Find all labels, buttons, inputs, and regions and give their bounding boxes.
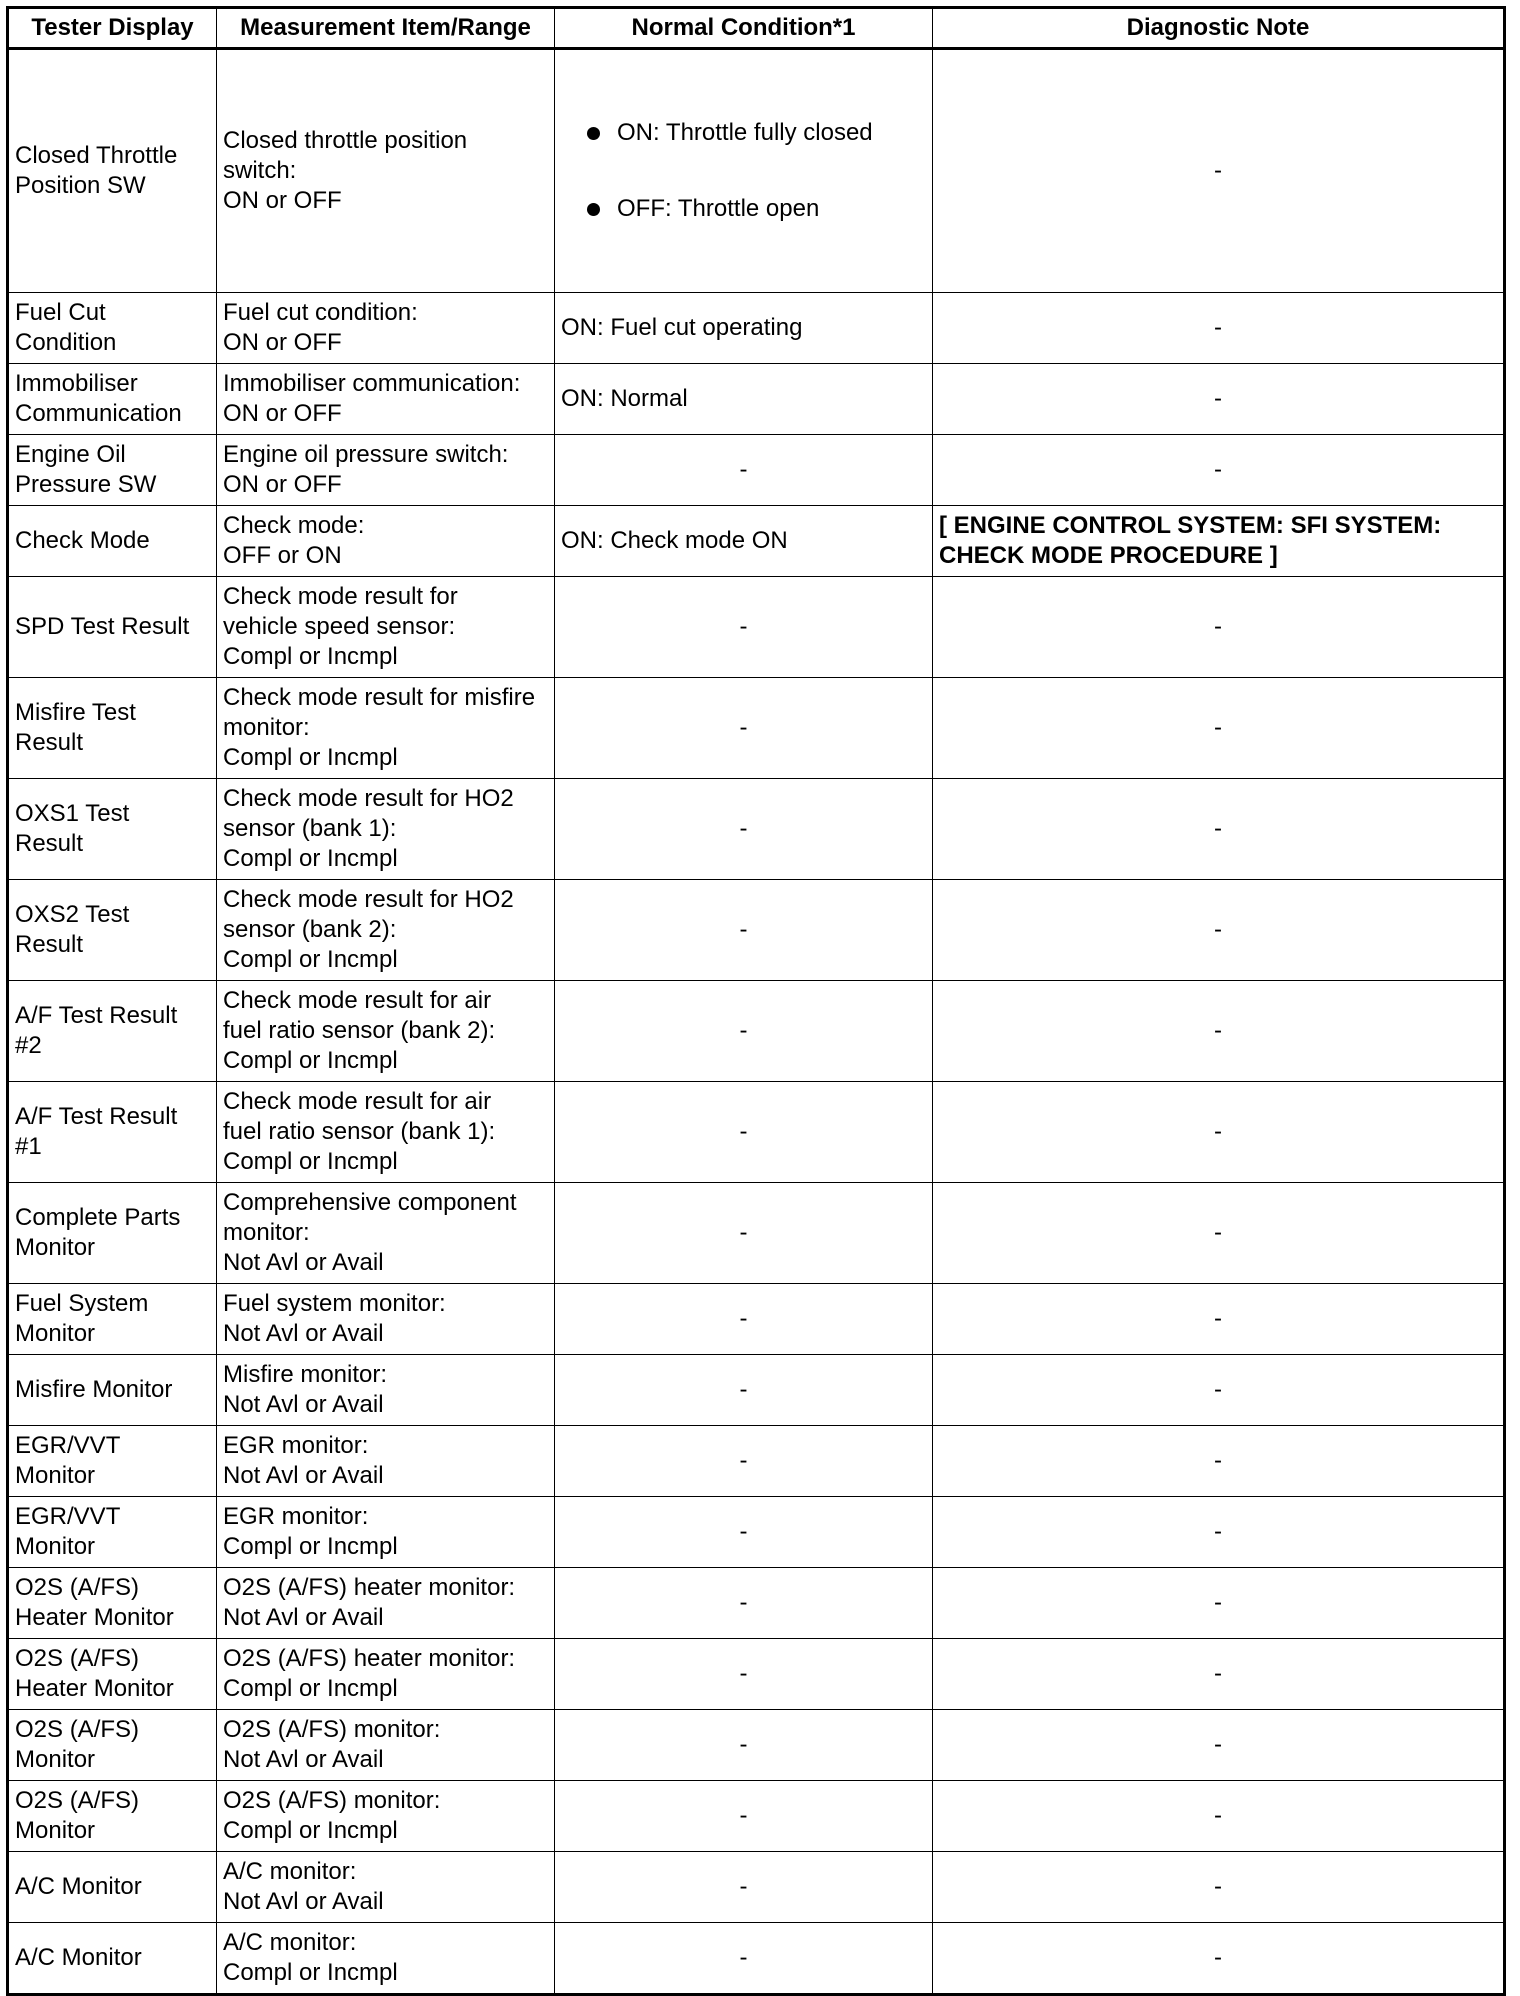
measurement-cell: Check mode result for HO2 sensor (bank 2): Compl or Incmpl [217,880,555,981]
table-row [8,1781,1505,1852]
diagnostic-note-cell: - [933,49,1505,293]
normal-condition-cell: - [555,1923,933,1995]
tester-display-cell: A/C Monitor [8,1852,217,1923]
measurement-cell: Comprehensive component monitor: Not Avl or Avail [217,1183,555,1284]
normal-condition-cell: - [555,1183,933,1284]
measurement-cell: Check mode result for air fuel ratio sensor (bank 1): Compl or Incmpl [217,1082,555,1183]
normal-condition-cell: - [555,678,933,779]
diagnostic-note-cell: - [933,1923,1505,1995]
table-row [8,1497,1505,1568]
diagnostic-note-cell: - [933,1639,1505,1710]
measurement-cell: O2S (A/FS) heater monitor: Not Avl or Avail [217,1568,555,1639]
normal-condition-cell: - [555,1426,933,1497]
list-item: OFF: Throttle open [617,194,926,224]
tester-display-cell: A/F Test Result #1 [8,1082,217,1183]
measurement-cell: Fuel cut condition: ON or OFF [217,293,555,364]
measurement-cell: Immobiliser communication: ON or OFF [217,364,555,435]
measurement-cell: Check mode: OFF or ON [217,506,555,577]
tester-display-cell: Misfire Monitor [8,1355,217,1426]
measurement-cell: Check mode result for vehicle speed sensor: Compl or Incmpl [217,577,555,678]
table-row [8,364,1505,435]
header-normal-condition: Normal Condition*1 [555,8,933,49]
measurement-cell: Check mode result for air fuel ratio sensor (bank 2): Compl or Incmpl [217,981,555,1082]
measurement-cell: Misfire monitor: Not Avl or Avail [217,1355,555,1426]
diagnostic-note-cell: - [933,1710,1505,1781]
measurement-cell: O2S (A/FS) monitor: Compl or Incmpl [217,1781,555,1852]
diagnostic-note-cell: - [933,364,1505,435]
tester-display-cell: O2S (A/FS) Heater Monitor [8,1568,217,1639]
table-row [8,880,1505,981]
tester-display-cell: Complete Parts Monitor [8,1183,217,1284]
normal-condition-cell: - [555,880,933,981]
table-row [8,435,1505,506]
diagnostic-note-cell: - [933,1568,1505,1639]
normal-condition-cell: - [555,1781,933,1852]
table-row [8,577,1505,678]
measurement-cell: Fuel system monitor: Not Avl or Avail [217,1284,555,1355]
tester-display-cell: Fuel System Monitor [8,1284,217,1355]
normal-condition-cell: ON: Check mode ON [555,506,933,577]
measurement-cell: EGR monitor: Not Avl or Avail [217,1426,555,1497]
tester-display-cell: EGR/VVT Monitor [8,1497,217,1568]
diagnostic-note-cell: - [933,1183,1505,1284]
tester-display-cell: Misfire Test Result [8,678,217,779]
tester-display-cell: A/F Test Result #2 [8,981,217,1082]
diagnostic-note-cell: - [933,779,1505,880]
table-row [8,1082,1505,1183]
table-row [8,1183,1505,1284]
normal-condition-cell: - [555,1710,933,1781]
header-diagnostic-note: Diagnostic Note [933,8,1505,49]
measurement-cell: A/C monitor: Not Avl or Avail [217,1852,555,1923]
diagnostic-note-cell: - [933,1284,1505,1355]
table-row [8,1852,1505,1923]
normal-condition-cell: - [555,1568,933,1639]
tester-display-cell: SPD Test Result [8,577,217,678]
measurement-cell: O2S (A/FS) heater monitor: Compl or Incmpl [217,1639,555,1710]
normal-condition-cell: ON: Fuel cut operating [555,293,933,364]
table-row [8,293,1505,364]
tester-display-cell: Engine Oil Pressure SW [8,435,217,506]
normal-condition-cell: - [555,779,933,880]
normal-condition-cell: - [555,435,933,506]
normal-condition-cell: - [555,1355,933,1426]
measurement-cell: Closed throttle position switch: ON or OFF [217,49,555,293]
diagnostic-note-cell: - [933,1781,1505,1852]
diagnostic-note-cell: - [933,1426,1505,1497]
diagnostic-note-cell: - [933,1355,1505,1426]
table-row [8,506,1505,577]
header-measurement: Measurement Item/Range [217,8,555,49]
measurement-cell: EGR monitor: Compl or Incmpl [217,1497,555,1568]
table-row [8,49,1505,293]
tester-display-cell: Fuel Cut Condition [8,293,217,364]
normal-condition-cell: - [555,577,933,678]
normal-condition-cell: - [555,1852,933,1923]
tester-display-cell: O2S (A/FS) Heater Monitor [8,1639,217,1710]
tester-display-cell: Closed Throttle Position SW [8,49,217,293]
tester-display-cell: Check Mode [8,506,217,577]
measurement-cell: Check mode result for HO2 sensor (bank 1): Compl or Incmpl [217,779,555,880]
diagnostic-note-cell: - [933,293,1505,364]
diagnostic-note-cell: - [933,1082,1505,1183]
tester-display-cell: Immobiliser Communication [8,364,217,435]
header-tester-display: Tester Display [8,8,217,49]
measurement-cell: O2S (A/FS) monitor: Not Avl or Avail [217,1710,555,1781]
diagnostic-note-cell: - [933,880,1505,981]
list-item: ON: Throttle fully closed [617,118,926,148]
tester-display-cell: OXS1 Test Result [8,779,217,880]
diagnostic-note-cell: - [933,1852,1505,1923]
normal-condition-cell [555,49,933,293]
tester-data-table [6,6,1506,1996]
table-row [8,981,1505,1082]
normal-condition-cell: - [555,1082,933,1183]
diagnostic-note-cell: - [933,435,1505,506]
table-row [8,1710,1505,1781]
measurement-cell: A/C monitor: Compl or Incmpl [217,1923,555,1995]
tester-display-cell: A/C Monitor [8,1923,217,1995]
tester-display-cell: EGR/VVT Monitor [8,1426,217,1497]
check-mode-procedure-link[interactable]: [ ENGINE CONTROL SYSTEM: SFI SYSTEM: CHECK MODE PROCEDURE ] [933,506,1505,577]
tester-display-cell: OXS2 Test Result [8,880,217,981]
normal-condition-list [561,80,926,262]
diagnostic-note-cell: - [933,577,1505,678]
measurement-cell: Check mode result for misfire monitor: Compl or Incmpl [217,678,555,779]
diagnostic-note-cell: - [933,1497,1505,1568]
normal-condition-cell: - [555,1639,933,1710]
normal-condition-cell: - [555,1497,933,1568]
table-row [8,1923,1505,1995]
table-row [8,678,1505,779]
normal-condition-cell: ON: Normal [555,364,933,435]
diagnostic-note-cell: - [933,981,1505,1082]
table-row [8,1639,1505,1710]
table-row [8,779,1505,880]
diagnostic-note-cell: - [933,678,1505,779]
normal-condition-cell: - [555,981,933,1082]
table-row [8,1426,1505,1497]
measurement-cell: Engine oil pressure switch: ON or OFF [217,435,555,506]
table-row [8,1355,1505,1426]
normal-condition-cell: - [555,1284,933,1355]
tester-display-cell: O2S (A/FS) Monitor [8,1710,217,1781]
table-row [8,1568,1505,1639]
tester-display-cell: O2S (A/FS) Monitor [8,1781,217,1852]
header-row [8,8,1505,49]
table-row [8,1284,1505,1355]
